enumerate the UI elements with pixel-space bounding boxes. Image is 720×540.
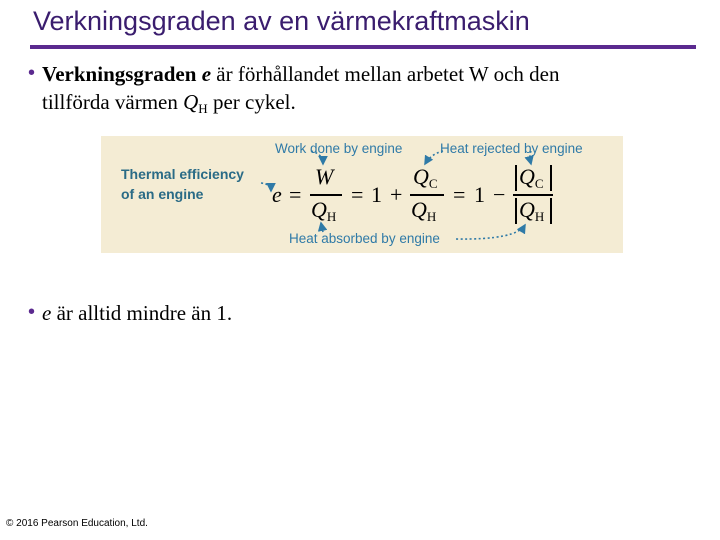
eq-e: e	[272, 182, 282, 207]
bullet2-rest: är alltid mindre än 1.	[51, 301, 233, 325]
callout-heat-rejected: Heat rejected by engine	[440, 141, 583, 156]
line2-prefix: tillförda värmen	[42, 90, 184, 114]
arrow-heatrej-to-abs-qc	[530, 151, 531, 164]
subscript-h: H	[198, 101, 208, 116]
arrow-heatabs-to-qh1	[321, 223, 323, 232]
bullet-line-2	[42, 89, 296, 122]
eq-qh-denominator-3: $Q_H$	[519, 197, 545, 224]
term-verkningsgraden: Verkningsgraden	[42, 62, 197, 86]
bullet-line-1	[42, 61, 560, 88]
arrow-label-to-e	[261, 183, 271, 191]
eq-w: W	[315, 164, 334, 189]
eq-qh-denominator-2: $Q_H$	[411, 197, 437, 224]
title-underline	[30, 45, 696, 49]
copyright-footer: © 2016 Pearson Education, Ltd.	[6, 518, 148, 529]
symbol-q: Q	[183, 90, 199, 114]
line2-suffix: per cykel.	[207, 90, 296, 114]
bullet2-text	[42, 300, 232, 327]
eq-qc-numerator-2: $Q_C$	[519, 164, 544, 191]
eq-qc-numerator-1: $Q_C$	[413, 164, 438, 191]
eq-one-2: 1	[474, 182, 485, 207]
eq-qh-denominator-1: $Q_H$	[311, 197, 337, 224]
arrow-work-to-w	[311, 151, 323, 164]
bullet-dot-icon: •	[28, 62, 36, 84]
efficiency-equation-figure	[101, 136, 623, 253]
slide-title: Verkningsgraden av en värmekraftmaskin	[33, 6, 530, 36]
callout-arrows	[101, 136, 623, 253]
eq-equals-3: =	[453, 182, 466, 207]
bullet-dot-icon: •	[28, 301, 36, 323]
symbol-e: e	[201, 62, 212, 86]
eq-equals-1: =	[289, 182, 302, 207]
eq-equals-2: =	[351, 182, 364, 207]
symbol-e-2: e	[42, 301, 52, 325]
figure-label-line2: of an engine	[121, 186, 204, 202]
eq-plus: +	[390, 182, 403, 207]
arrow-heatabs-to-qh3	[456, 225, 525, 239]
callout-heat-absorbed: Heat absorbed by engine	[289, 231, 440, 246]
eq-minus: −	[493, 182, 506, 207]
callout-work-done: Work done by engine	[275, 141, 403, 156]
eq-one-1: 1	[371, 182, 382, 207]
arrow-heatrej-to-qc	[425, 151, 443, 164]
figure-label-line1: Thermal efficiency	[121, 166, 244, 182]
definition-text: är förhållandet mellan arbetet W och den	[211, 62, 560, 86]
